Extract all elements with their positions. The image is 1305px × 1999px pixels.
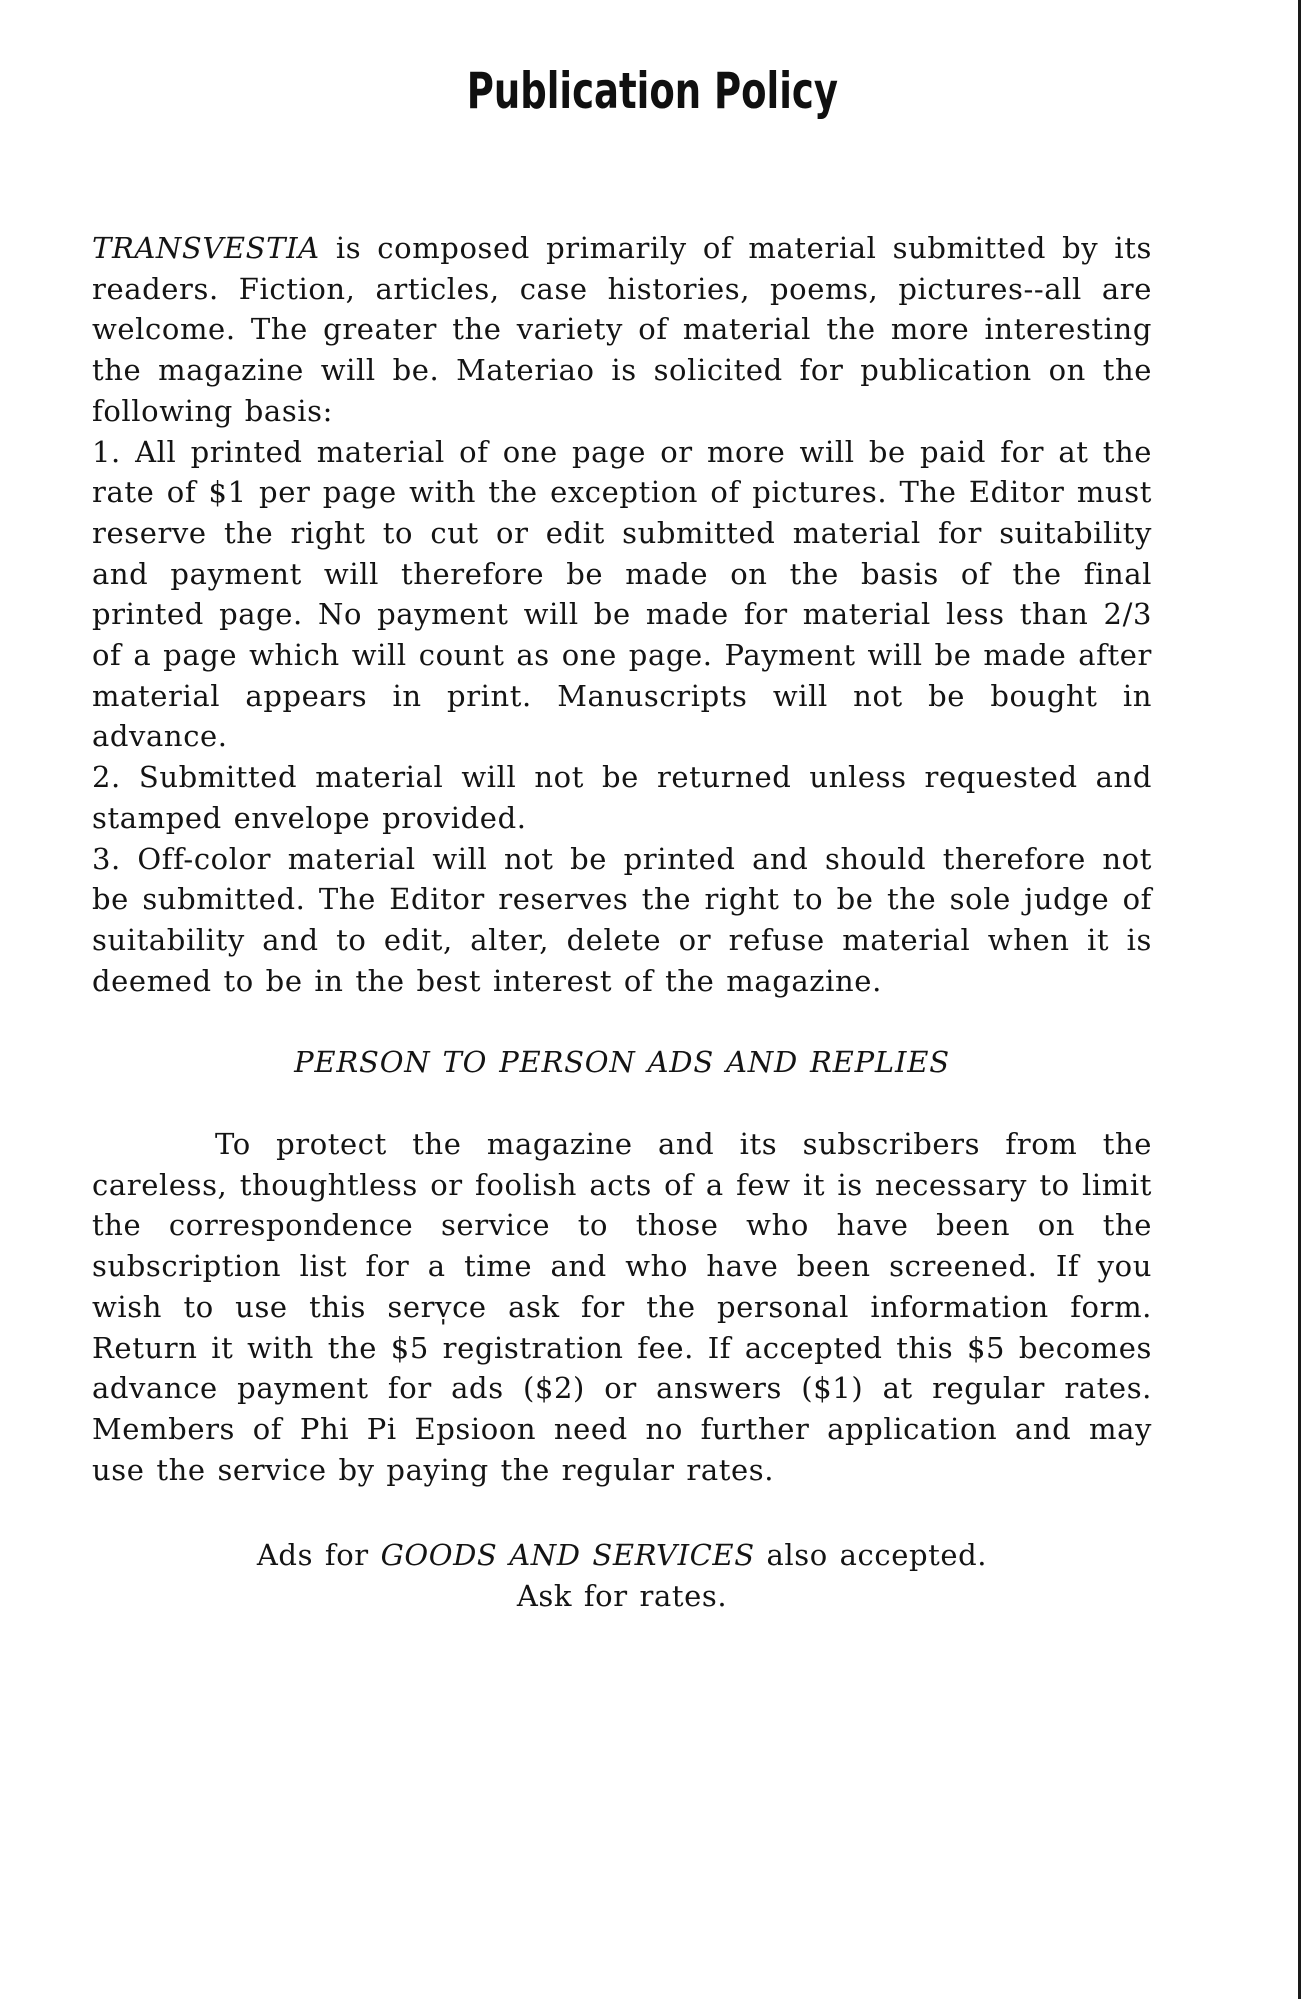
page-title: Publication Policy (466, 62, 838, 120)
section-heading: PERSON TO PERSON ADS AND REPLIES (294, 1045, 950, 1080)
closing-line-1 (92, 1535, 1152, 1576)
intro-paragraph (92, 228, 1152, 432)
policy-body (92, 228, 1152, 1617)
section-paragraph: To protect the magazine and its subscribers from the careless, thoughtless or foolish acts of a few it is necessary to limit the correspondence service to those who have been on the subscription list for a time and who have been screened. If you wish to use this serv̩ce ask for the personal information form. Return it with the $5 registration fee. If accepted this $5 becomes advance payment for ads ($2) or answers ($1) at regular rates. Members of Phi Pi Epsioon need no further application and may use the service by paying the regular rates. (92, 1127, 1152, 1487)
spacer (92, 1490, 1152, 1535)
rule-3: 3. Off-color material will not be printed and should therefore not be submitted. The Editor reserves the right to be the sole judge of suitability and to edit, alter, delete or refuse material when it is deemed to be in the best interest of the magazine. (92, 841, 1152, 998)
rule-2: 2. Submitted material will not be returned unless requested and stamped envelope provided. (92, 760, 1152, 835)
spacer (92, 1083, 1152, 1124)
intro-text: is composed primarily of material submitted by its readers. Fiction, articles, case histories, poems, pictures--all are welcome. The greater the variety of material the more interesting the magazine will be. Materiao is solicited for publication on the following basis: (92, 231, 1152, 428)
closing-suffix: also accepted. (754, 1538, 988, 1573)
spacer (92, 1001, 1152, 1042)
rule-1: 1. All printed material of one page or more will be paid for at the rate of $1 per page with the exception of pictures. The Editor must reserve the right to cut or edit submitted material for suitability and payment will therefore be made on the basis of the final printed page. No payment will be made for material less than 2/3 of a page which will count as one page. Payment will be made after material appears in print. Manuscripts will not be bought in advance. (92, 434, 1152, 754)
closing-line-2: Ask for rates. (516, 1579, 728, 1614)
closing-emphasis: GOODS AND SERVICES (380, 1538, 755, 1573)
closing-prefix: Ads for (256, 1538, 381, 1573)
page-edge-rule (1298, 0, 1301, 1999)
magazine-name: TRANSVESTIA (92, 231, 320, 265)
